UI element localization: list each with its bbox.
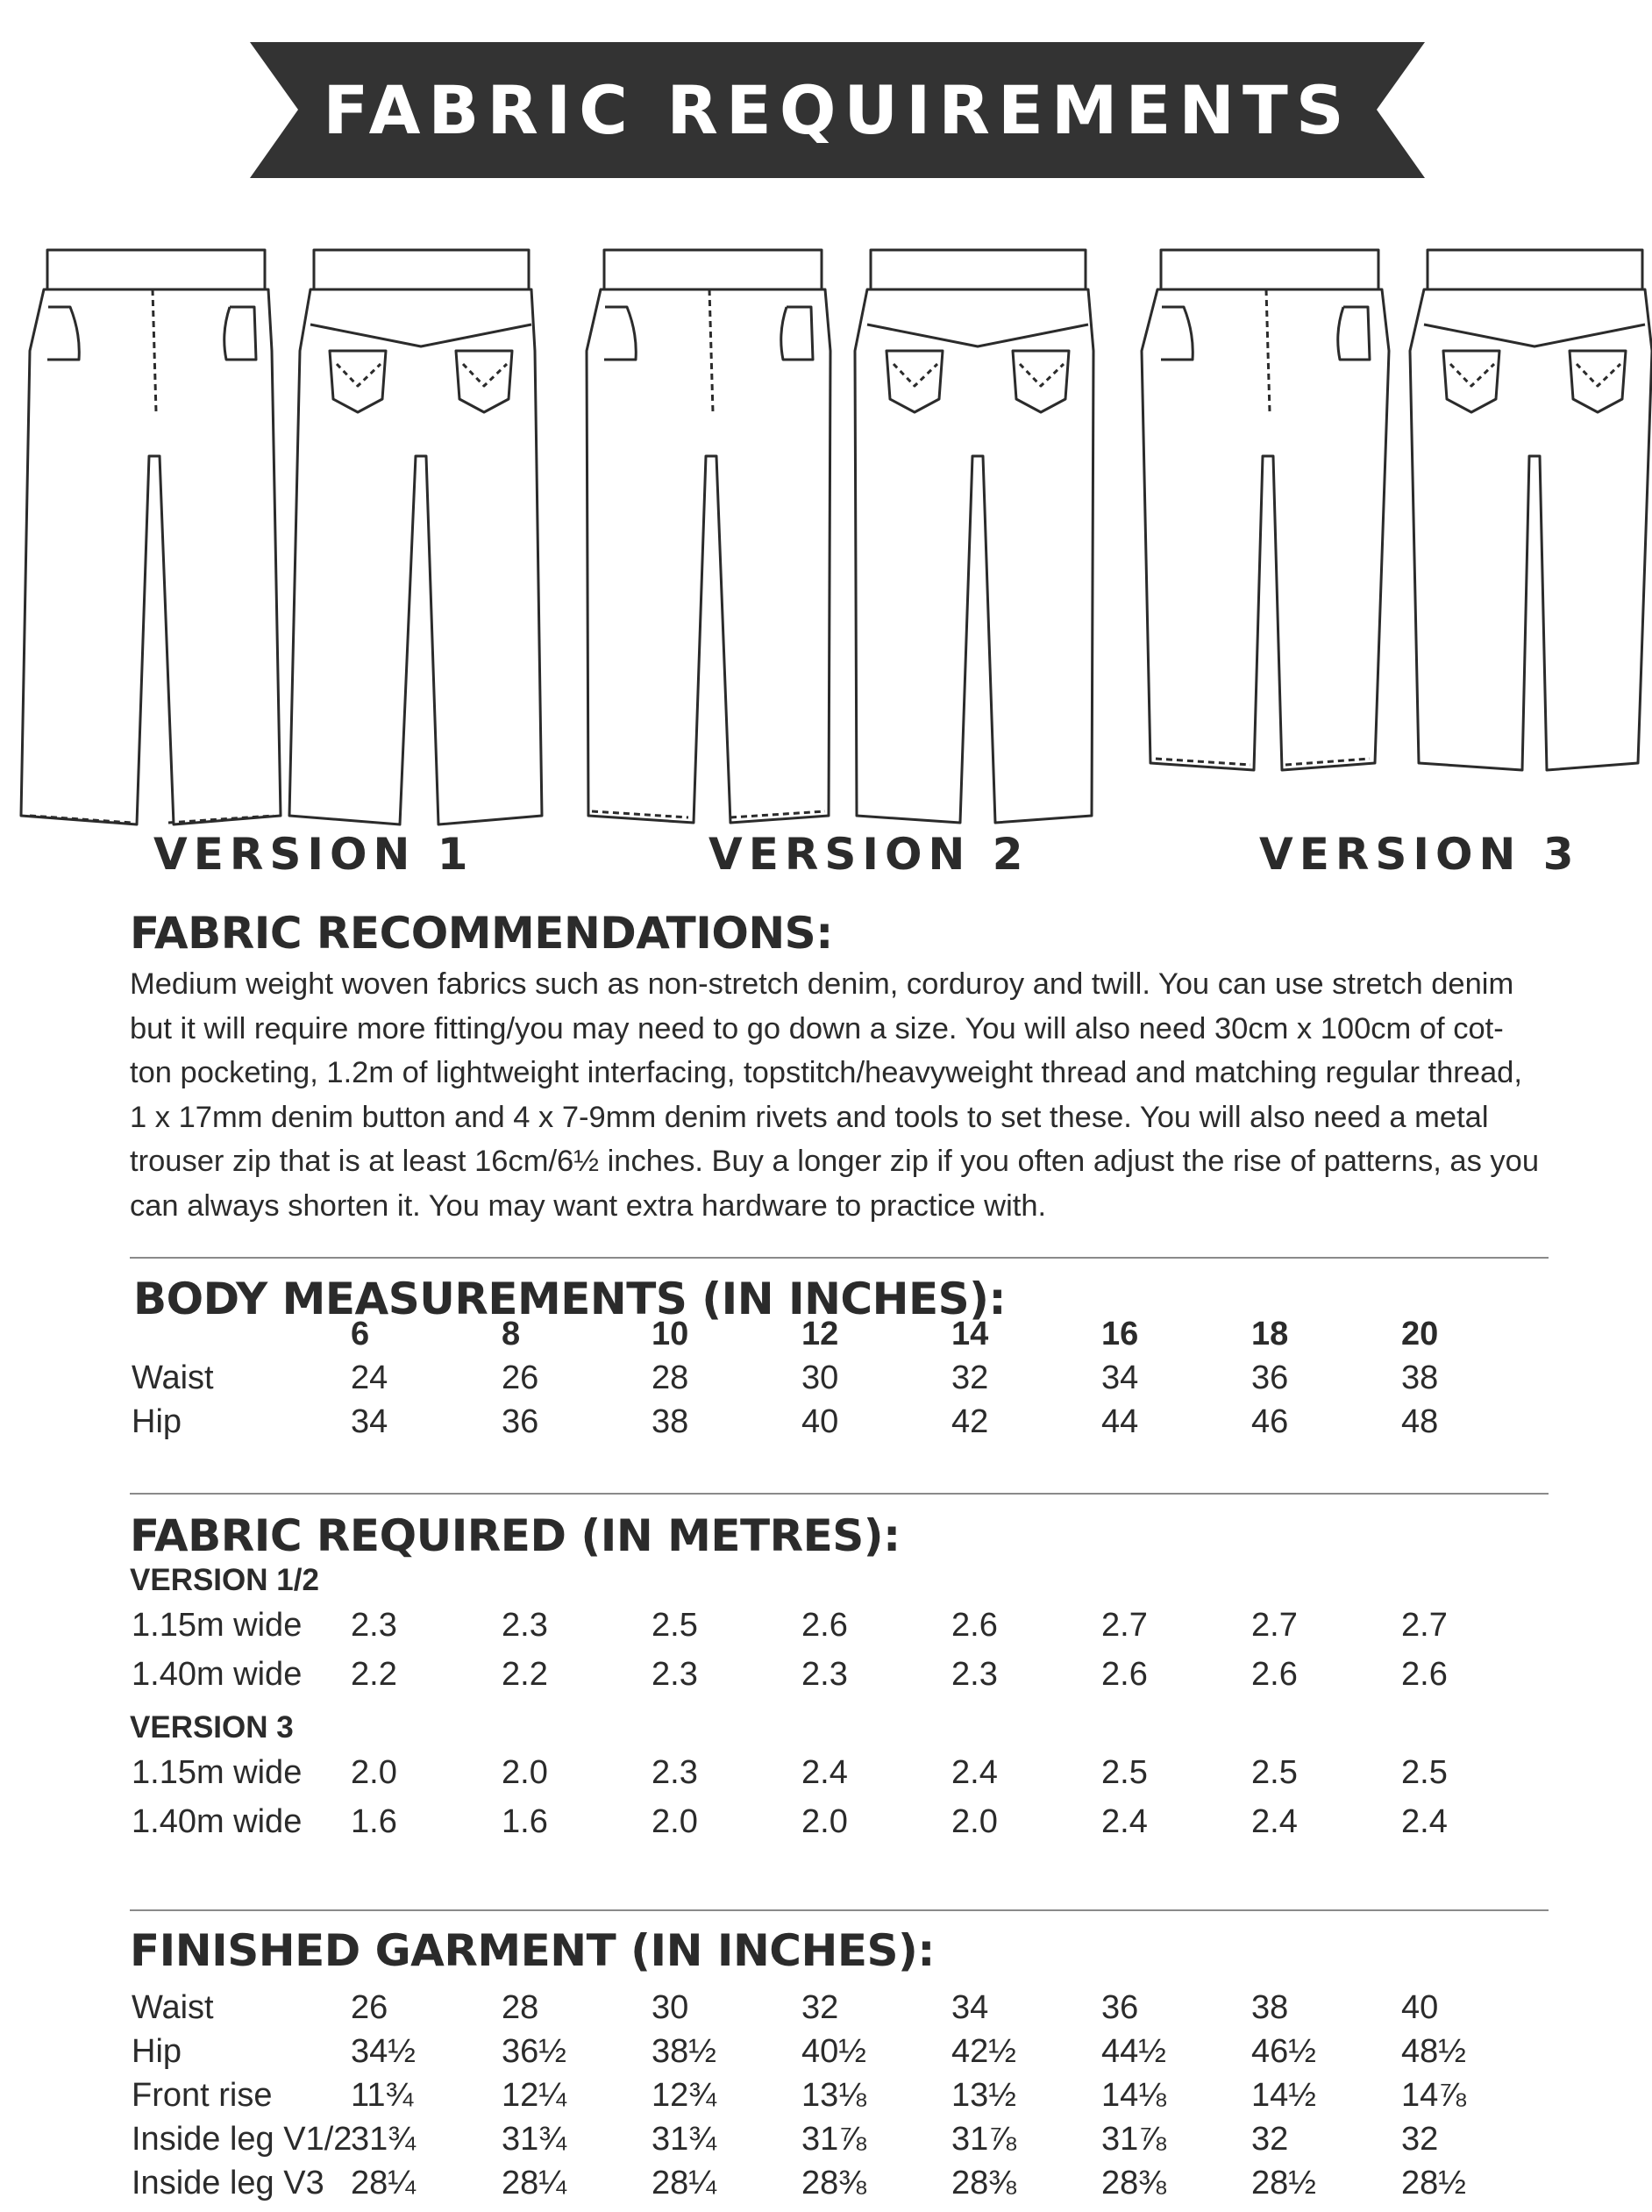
table-cell: 28⅜ xyxy=(801,2165,866,2201)
table-cell: 13⅛ xyxy=(801,2077,866,2114)
table-cell: 2.6 xyxy=(1401,1656,1448,1693)
section-divider xyxy=(130,1257,1549,1259)
table-cell: 32 xyxy=(1251,2121,1289,2158)
recommendations-line: Medium weight woven fabrics such as non-stretch denim, corduroy and twill. You can use stretch denim xyxy=(130,967,1514,1001)
table-cell: 32 xyxy=(951,1359,989,1396)
table-cell: 31⅞ xyxy=(1101,2121,1166,2158)
table-cell: 2.3 xyxy=(951,1656,998,1693)
size-header: 6 xyxy=(351,1316,370,1352)
table-cell: 48½ xyxy=(1401,2033,1466,2070)
table-cell: 12¾ xyxy=(652,2077,716,2114)
table-cell: 2.0 xyxy=(951,1803,998,1840)
version-2-label: VERSION 2 xyxy=(709,829,1029,880)
table-cell: 36 xyxy=(502,1403,539,1440)
version-1-label: VERSION 1 xyxy=(153,829,474,880)
recommendations-heading: FABRIC RECOMMENDATIONS: xyxy=(130,908,833,959)
row-label: 1.40m wide xyxy=(132,1803,303,1840)
table-cell: 36 xyxy=(1101,1989,1139,2026)
table-cell: 38 xyxy=(1401,1359,1439,1396)
back-view-trousers xyxy=(289,250,542,824)
section-divider xyxy=(130,1909,1549,1911)
front-view-trousers xyxy=(1142,250,1389,770)
table-cell: 44 xyxy=(1101,1403,1139,1440)
table-cell: 31¾ xyxy=(502,2121,566,2158)
row-label: 1.15m wide xyxy=(132,1607,303,1644)
table-cell: 32 xyxy=(1401,2121,1439,2158)
table-cell: 2.2 xyxy=(351,1656,397,1693)
section-divider xyxy=(130,1493,1549,1495)
size-header: 18 xyxy=(1251,1316,1289,1352)
front-view-trousers xyxy=(21,250,281,824)
table-cell: 14⅛ xyxy=(1101,2077,1166,2114)
table-cell: 38 xyxy=(1251,1989,1289,2026)
table-cell: 31⅞ xyxy=(801,2121,866,2158)
row-label: Waist xyxy=(132,1989,214,2026)
table-cell: 2.5 xyxy=(1251,1754,1298,1791)
table-cell: 24 xyxy=(351,1359,388,1396)
recommendations-line: but it will require more fitting/you may need to go down a size. You will also need 30cm x 100cm of cot- xyxy=(130,1011,1504,1045)
table-cell: 40 xyxy=(1401,1989,1439,2026)
table-cell: 28 xyxy=(502,1989,539,2026)
table-cell: 38 xyxy=(652,1403,689,1440)
table-cell: 2.5 xyxy=(652,1607,698,1644)
table-cell: 31⅞ xyxy=(951,2121,1016,2158)
row-label: Front rise xyxy=(132,2077,273,2114)
table-cell: 40½ xyxy=(801,2033,866,2070)
table-cell: 2.3 xyxy=(652,1754,698,1791)
size-header: 8 xyxy=(502,1316,521,1352)
size-header: 14 xyxy=(951,1316,989,1352)
table-cell: 28⅜ xyxy=(951,2165,1016,2201)
table-cell: 2.6 xyxy=(801,1607,848,1644)
front-view-trousers xyxy=(587,250,830,823)
version-3-label: VERSION 3 xyxy=(1259,829,1580,880)
table-cell: 34 xyxy=(1101,1359,1139,1396)
table-cell: 28½ xyxy=(1401,2165,1466,2201)
size-header: 16 xyxy=(1101,1316,1139,1352)
table-cell: 2.4 xyxy=(801,1754,848,1791)
table-cell: 28¼ xyxy=(351,2165,416,2201)
table-cell: 30 xyxy=(801,1359,839,1396)
table-cell: 2.3 xyxy=(351,1607,397,1644)
recommendations-line: trouser zip that is at least 16cm/6½ inches. Buy a longer zip if you often adjust the rise of patterns, as you xyxy=(130,1145,1540,1178)
table-cell: 26 xyxy=(502,1359,539,1396)
version-2-sketch xyxy=(574,237,1100,833)
table-cell: 2.3 xyxy=(801,1656,848,1693)
table-cell: 2.0 xyxy=(502,1754,548,1791)
table-cell: 2.0 xyxy=(801,1803,848,1840)
table-cell: 44½ xyxy=(1101,2033,1166,2070)
table-cell: 2.3 xyxy=(502,1607,548,1644)
fabric-required-heading: FABRIC REQUIRED (IN METRES): xyxy=(130,1510,901,1561)
recommendations-text xyxy=(130,962,1550,1228)
table-cell: 36½ xyxy=(502,2033,566,2070)
size-header: 20 xyxy=(1401,1316,1439,1352)
row-label: Hip xyxy=(132,2033,182,2070)
table-cell: 48 xyxy=(1401,1403,1439,1440)
table-cell: 42 xyxy=(951,1403,989,1440)
table-cell: 2.4 xyxy=(951,1754,998,1791)
table-cell: 11¾ xyxy=(351,2077,414,2114)
row-label: Inside leg V3 xyxy=(132,2165,324,2201)
table-cell: 34½ xyxy=(351,2033,416,2070)
table-cell: 46½ xyxy=(1251,2033,1316,2070)
table-cell: 36 xyxy=(1251,1359,1289,1396)
table-cell: 2.4 xyxy=(1101,1803,1148,1840)
finished-garment-heading: FINISHED GARMENT (IN INCHES): xyxy=(130,1925,935,1976)
version-group-title: VERSION 1/2 xyxy=(130,1563,319,1597)
table-cell: 34 xyxy=(951,1989,989,2026)
page-title: FABRIC REQUIREMENTS xyxy=(323,71,1352,149)
title-banner xyxy=(250,42,1425,178)
table-cell: 31¾ xyxy=(652,2121,716,2158)
back-view-trousers xyxy=(1410,250,1652,770)
table-cell: 14½ xyxy=(1251,2077,1316,2114)
table-cell: 34 xyxy=(351,1403,388,1440)
table-cell: 2.6 xyxy=(1101,1656,1148,1693)
version-group-title: VERSION 3 xyxy=(130,1710,294,1745)
table-cell: 2.6 xyxy=(951,1607,998,1644)
recommendations-line: 1 x 17mm denim button and 4 x 7-9mm denim rivets and tools to set these. You will also need a metal xyxy=(130,1100,1489,1134)
table-cell: 2.0 xyxy=(351,1754,397,1791)
recommendations-line: can always shorten it. You may want extra hardware to practice with. xyxy=(130,1188,1047,1223)
table-cell: 31¾ xyxy=(351,2121,416,2158)
table-cell: 28½ xyxy=(1251,2165,1316,2201)
row-label: 1.15m wide xyxy=(132,1754,303,1791)
version-1-sketch xyxy=(18,237,544,833)
table-cell: 26 xyxy=(351,1989,388,2026)
table-cell: 13½ xyxy=(951,2077,1016,2114)
table-cell: 28¼ xyxy=(502,2165,566,2201)
table-cell: 2.2 xyxy=(502,1656,548,1693)
table-cell: 2.5 xyxy=(1101,1754,1148,1791)
table-cell: 1.6 xyxy=(502,1803,548,1840)
row-label: 1.40m wide xyxy=(132,1656,303,1693)
version-3-sketch xyxy=(1131,237,1652,781)
table-cell: 2.5 xyxy=(1401,1754,1448,1791)
body-measurements-heading: BODY MEASUREMENTS (IN INCHES): xyxy=(133,1274,1006,1324)
table-cell: 40 xyxy=(801,1403,839,1440)
table-cell: 32 xyxy=(801,1989,839,2026)
table-cell: 2.4 xyxy=(1401,1803,1448,1840)
row-label: Waist xyxy=(132,1359,214,1396)
table-cell: 2.3 xyxy=(652,1656,698,1693)
recommendations-line: ton pocketing, 1.2m of lightweight interfacing, topstitch/heavyweight thread and matching regular thread, xyxy=(130,1056,1522,1089)
table-cell: 38½ xyxy=(652,2033,716,2070)
table-cell: 14⅞ xyxy=(1401,2077,1466,2114)
row-label: Hip xyxy=(132,1403,182,1440)
back-view-trousers xyxy=(855,250,1093,823)
table-cell: 30 xyxy=(652,1989,689,2026)
row-label: Inside leg V1/2 xyxy=(132,2121,352,2158)
table-cell: 1.6 xyxy=(351,1803,397,1840)
table-cell: 28 xyxy=(652,1359,689,1396)
table-cell: 2.7 xyxy=(1101,1607,1148,1644)
table-cell: 28¼ xyxy=(652,2165,716,2201)
table-cell: 2.0 xyxy=(652,1803,698,1840)
table-cell: 28⅜ xyxy=(1101,2165,1166,2201)
table-cell: 2.4 xyxy=(1251,1803,1298,1840)
table-cell: 2.6 xyxy=(1251,1656,1298,1693)
table-cell: 46 xyxy=(1251,1403,1289,1440)
table-cell: 12¼ xyxy=(502,2077,566,2114)
table-cell: 2.7 xyxy=(1401,1607,1448,1644)
table-cell: 2.7 xyxy=(1251,1607,1298,1644)
size-header: 12 xyxy=(801,1316,839,1352)
size-header: 10 xyxy=(652,1316,689,1352)
table-cell: 42½ xyxy=(951,2033,1016,2070)
